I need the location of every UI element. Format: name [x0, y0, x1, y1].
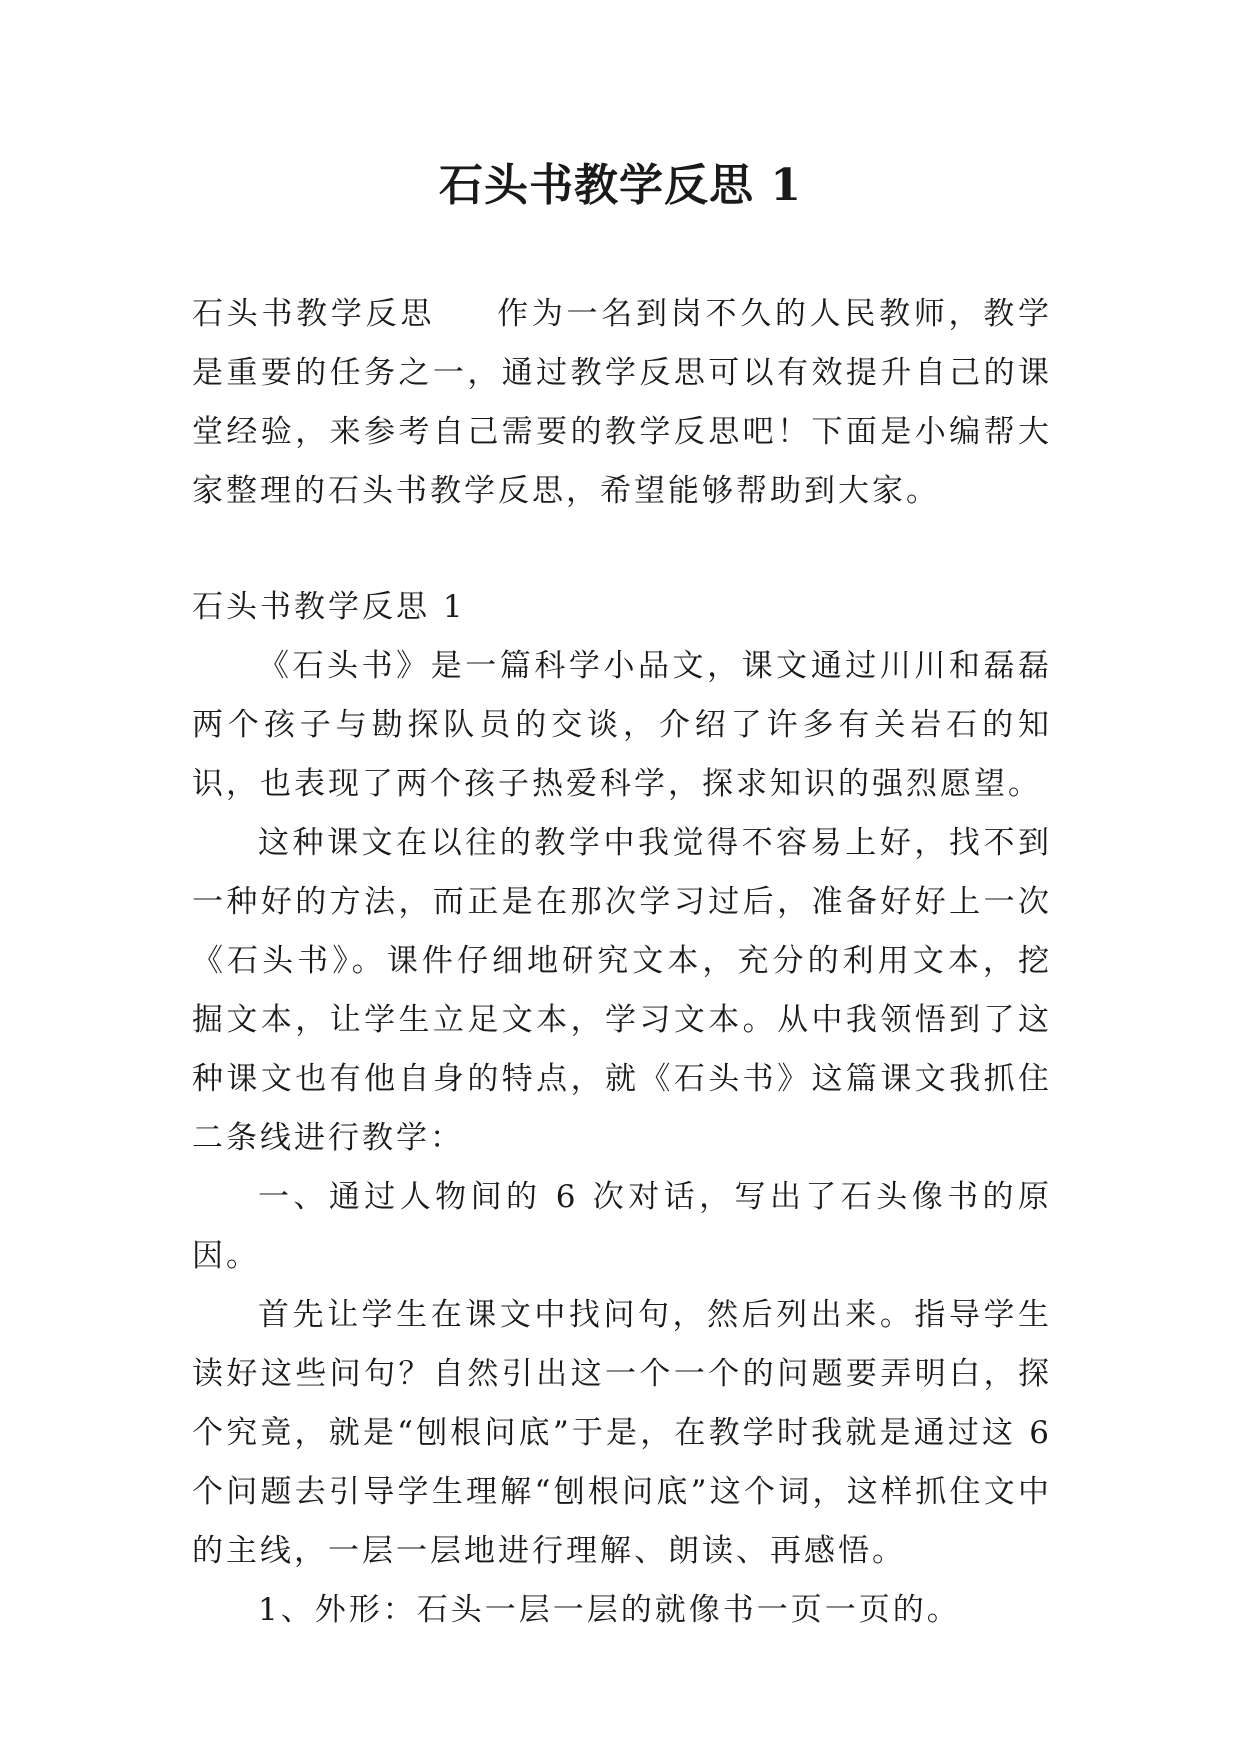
section-heading: 石头书教学反思 1 [192, 589, 466, 625]
paragraph: 一、通过人物间的 6 次对话，写出了石头像书的原因。 [192, 1179, 1052, 1274]
intro-lead: 石头书教学反思 [192, 296, 436, 332]
paragraph: 这种课文在以往的教学中我觉得不容易上好，找不到一种好的方法，而正是在那次学习过后，准备好好上一次《石头书》。课件仔细地研究文本，充分的利用文本，挖掘文本，让学生立足文本，学习文本。从中我领悟到了这种课文也有他自身的特点，就《石头书》这篇课文我抓住二条线进行教学： [192, 825, 1052, 1156]
paragraph: 《石头书》是一篇科学小品文，课文通过川川和磊磊两个孩子与勘探队员的交谈，介绍了许多有关岩石的知识，也表现了两个孩子热爱科学，探求知识的强烈愿望。 [192, 648, 1052, 802]
intro-paragraph [192, 285, 1052, 521]
intro-text: 作为一名到岗不久的人民教师，教学是重要的任务之一，通过教学反思可以有效提升自己的课堂经验，来参考自己需要的教学反思吧！下面是小编帮大家整理的石头书教学反思，希望能够帮助到大家。 [192, 296, 1053, 509]
paragraph: 首先让学生在课文中找问句，然后列出来。指导学生读好这些问句？自然引出这一个一个的问题要弄明白，探个究竟，就是“刨根问底”于是，在教学时我就是通过这 6 个问题去引导学生理解“刨根问底”这个词，这样抓住文中的主线，一层一层地进行理解、朗读、再感悟。 [192, 1297, 1052, 1569]
section-body [192, 578, 1052, 1640]
paragraph: 1、外形：石头一层一层的就像书一页一页的。 [258, 1592, 961, 1628]
document-title: 石头书教学反思 1 [439, 160, 802, 211]
